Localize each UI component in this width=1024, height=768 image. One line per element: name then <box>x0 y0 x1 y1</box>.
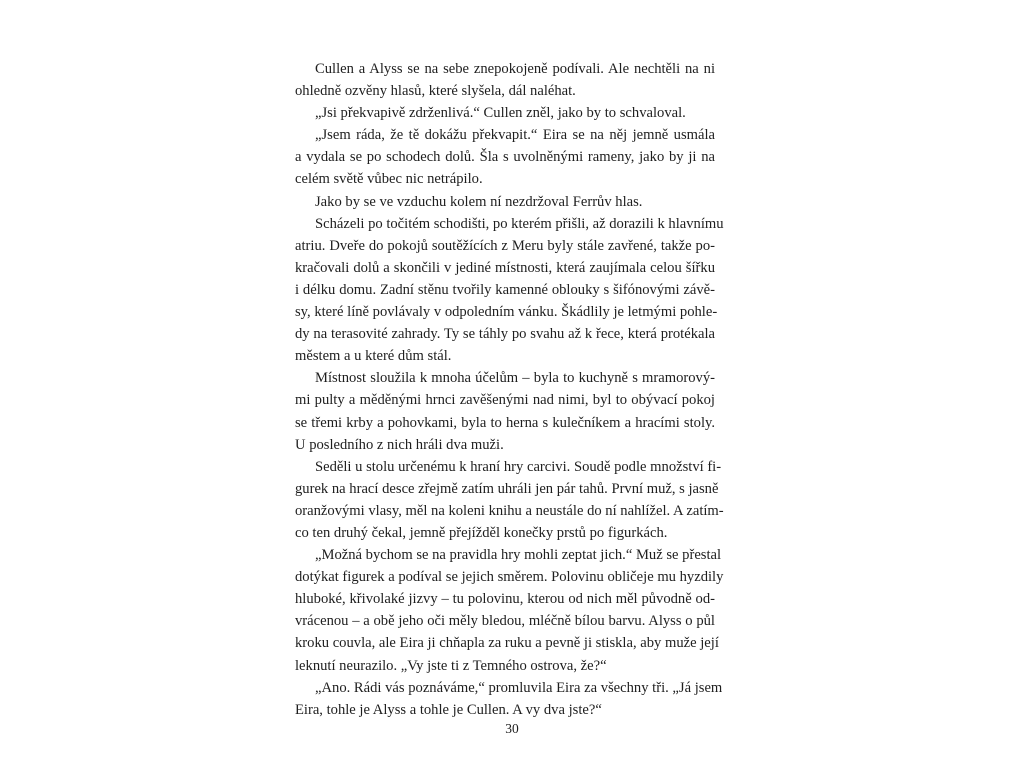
text-line: U posledního z nich hráli dva muži. <box>295 436 504 453</box>
paragraph <box>295 191 715 213</box>
paragraph <box>295 213 724 368</box>
paragraph <box>295 456 724 544</box>
text-line: Místnost sloužila k mnoha účelům – byla to kuchyně s mramorový- <box>315 370 715 387</box>
text-line: ohledně ozvěny hlasů, které slyšela, dál naléhat. <box>295 83 576 100</box>
text-line: sy, které líně povlávaly v odpoledním vánku. Škádlily je letmými pohle- <box>295 304 718 321</box>
paragraph <box>295 367 715 455</box>
text-line: celém světě vůbec nic netrápilo. <box>295 171 483 188</box>
text-line: gurek na hrací desce zřejmě zatím uhráli jen pár tahů. První muž, s jasně <box>295 480 719 497</box>
text-line: a vydala se po schodech dolů. Šla s uvolněnými rameny, jako by ji na <box>295 149 715 166</box>
text-line: atriu. Dveře do pokojů soutěžících z Meru byly stále zavřené, takže po- <box>295 237 715 254</box>
text-line: dotýkat figurek a podíval se jejich směrem. Polovinu obličeje mu hyzdily <box>295 569 724 586</box>
text-line: Scházeli po točitém schodišti, po kterém přišli, až dorazili k hlavnímu <box>315 215 724 232</box>
paragraph <box>295 58 715 102</box>
text-line: „Možná bychom se na pravidla hry mohli zeptat jich.“ Muž se přestal <box>315 547 722 564</box>
page-number: 30 <box>505 721 519 736</box>
text-line: kroku couvla, ale Eira ji chňapla za ruku a pevně ji stiskla, aby muže její <box>295 635 719 652</box>
text-line: hluboké, křivolaké jizvy – tu polovinu, kterou od nich měl původně od- <box>295 591 715 608</box>
text-line: Eira, tohle je Alyss a tohle je Cullen. A vy dva jste?“ <box>295 701 602 718</box>
text-line: Jako by se ve vzduchu kolem ní nezdržoval Ferrův hlas. <box>315 193 643 210</box>
text-line: co ten druhý čekal, jemně přejížděl konečky prstů po figurkách. <box>295 524 668 541</box>
text-line: vrácenou – a obě jeho oči měly bledou, mléčně bílou barvu. Alyss o půl <box>295 613 715 630</box>
text-line: i délku domu. Zadní stěnu tvořily kamenné oblouky s šifónovými závě- <box>295 281 715 298</box>
book-page-text <box>295 58 724 721</box>
text-line: „Ano. Rádi vás poznáváme,“ promluvila Eira za všechny tři. „Já jsem <box>315 679 723 696</box>
text-line: se třemi krby a pohovkami, byla to herna s kulečníkem a hracími stoly. <box>295 414 715 431</box>
paragraph <box>295 544 724 677</box>
text-line: městem a u které dům stál. <box>295 348 452 365</box>
paragraph <box>295 124 715 190</box>
text-line: Seděli u stolu určenému k hraní hry carcivi. Soudě podle množství fi- <box>315 458 722 475</box>
text-line: dy na terasovité zahrady. Ty se táhly po svahu až k řece, která protékala <box>295 326 715 343</box>
text-line: „Jsi překvapivě zdrženlivá.“ Cullen zněl, jako by to schvaloval. <box>315 105 686 122</box>
text-line: kračovali dolů a skončili v jediné místnosti, která zaujímala celou šířku <box>295 259 715 276</box>
text-line: oranžovými vlasy, měl na koleni knihu a neustále do ní nahlížel. A zatím- <box>295 502 724 519</box>
text-line: mi pulty a měděnými hrnci zavěšenými nad nimi, byl to obývací pokoj <box>295 392 715 409</box>
text-line: leknutí neurazilo. „Vy jste ti z Temného ostrova, že?“ <box>295 657 607 674</box>
text-line: „Jsem ráda, že tě dokážu překvapit.“ Eira se na něj jemně usmála <box>315 127 715 144</box>
paragraph <box>295 677 723 721</box>
paragraph <box>295 102 715 124</box>
text-line: Cullen a Alyss se na sebe znepokojeně podívali. Ale nechtěli na ni <box>315 61 715 77</box>
